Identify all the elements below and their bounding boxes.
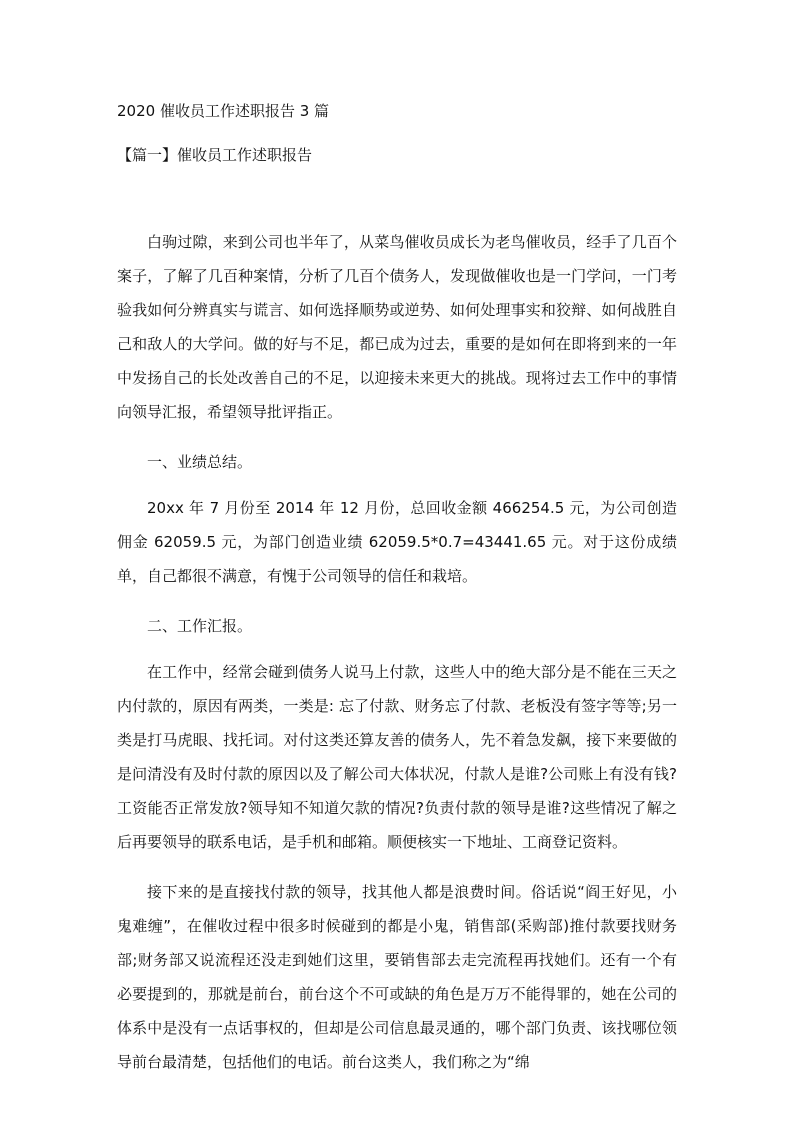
document-title: 2020 催收员工作述职报告 3 篇: [117, 102, 330, 120]
payment-leader-paragraph: 接下来的是直接找付款的领导，找其他人都是浪费时间。俗话说“阎王好见，小鬼难缠”，在催收过程中很多时候碰到的都是小鬼，销售部(采购部)推付款要找财务部;财务部又说流程还没走到她们这里，要销售部去走完流程再找她们。还有一个有必要提到的，那就是前台，前台这个不可或缺的角色是万万不能得罪的，她在公司的体系中是没有一点话事权的，但却是公司信息最灵通的，哪个部门负责、该找哪位领导前台最清楚，包括他们的电话。前台这类人，我们称之为“绵: [117, 883, 677, 1071]
heading-performance-summary: 一、业绩总结。: [147, 453, 253, 471]
heading-work-report: 二、工作汇报。: [147, 617, 253, 635]
performance-paragraph: 20xx 年 7 月份至 2014 年 12 月份，总回收金额 466254.5 元，为公司创造佣金 62059.5 元，为部门创造业绩 62059.5*0.7=43441.65 元。对于这份成绩单，自己都很不满意，有愧于公司领导的信任和栽培。: [117, 499, 677, 585]
intro-paragraph: 白驹过隙，来到公司也半年了，从菜鸟催收员成长为老鸟催收员，经手了几百个案子，了解了几百种案情，分析了几百个债务人，发现做催收也是一门学问，一门考验我如何分辨真实与谎言、如何选择顺势或逆势、如何处理事实和狡辩、如何战胜自己和敌人的大学问。做的好与不足，都已成为过去，重要的是如何在即将到来的一年中发扬自己的长处改善自己的不足，以迎接未来更大的挑战。现将过去工作中的事情向领导汇报，希望领导批评指正。: [117, 233, 677, 421]
work-report-paragraph: 在工作中，经常会碰到债务人说马上付款，这些人中的绝大部分是不能在三天之内付款的，原因有两类，一类是: 忘了付款、财务忘了付款、老板没有签字等等;另一类是打马虎眼、找托词。对付这类还算友善的债务人，先不着急发飙，接下来要做的是问清没有及时付款的原因以及了解公司大体状况，付款人是谁?公司账上有没有钱?工资能否正常发放?领导知不知道欠款的情况?负责付款的领导是谁?这些情况了解之后再要领导的联系电话，是手机和邮箱。顺便核实一下地址、工商登记资料。: [117, 663, 677, 851]
document-body: [117, 225, 677, 1095]
section-title: 【篇一】催收员工作述职报告: [117, 146, 313, 164]
